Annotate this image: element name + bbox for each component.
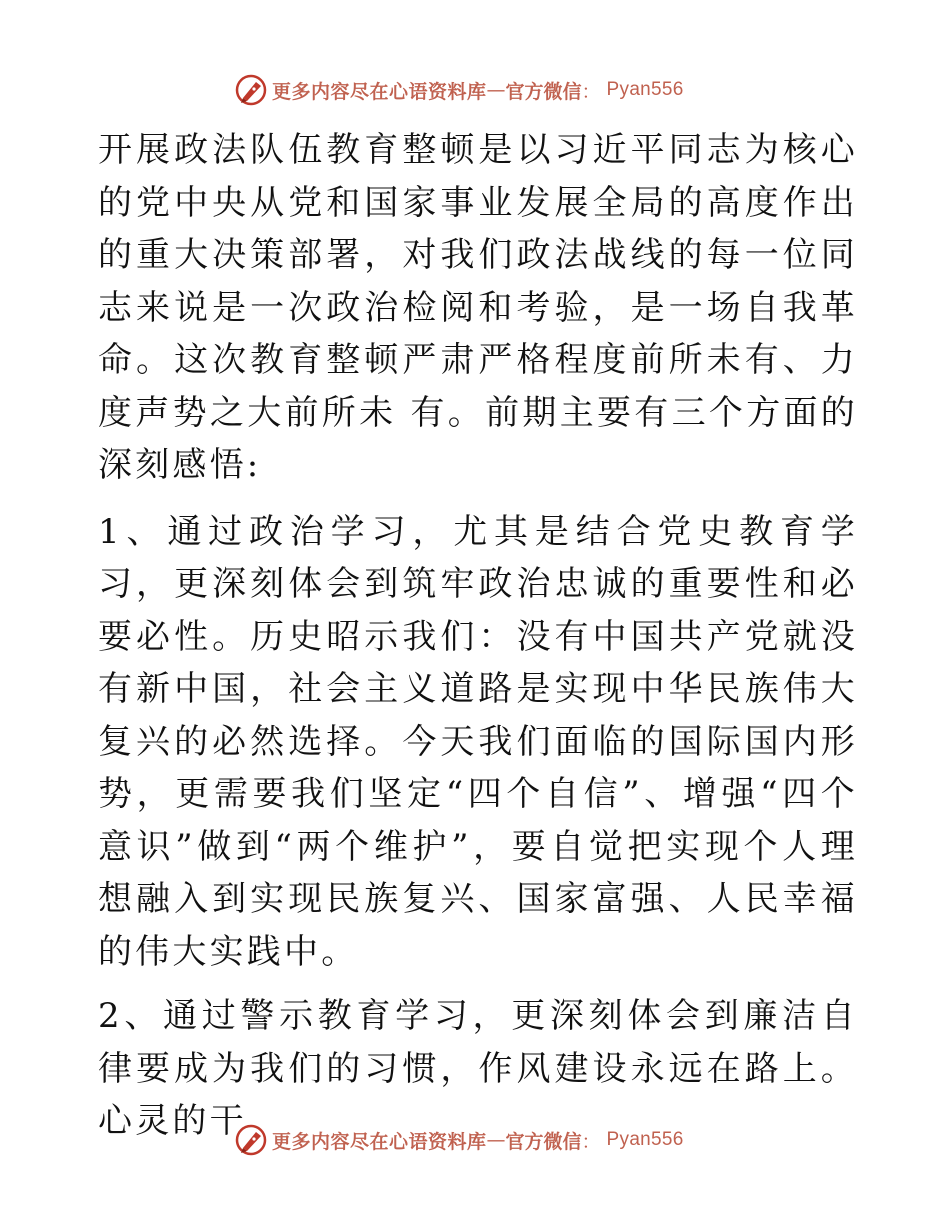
watermark-id: Pyan556 [606, 1129, 684, 1150]
watermark-header [234, 72, 684, 108]
document-body [98, 124, 858, 1148]
watermark-dash: — [486, 79, 506, 101]
paragraph-point-1: 1、通过政治学习，尤其是结合党史教育学习，更深刻体会到筑牢政治忠诚的重要性和必要必性。历史昭示我们：没有中国共产党就没有新中国，社会主义道路是实现中华民族伟大复兴的必然选择。今天我们面临的国际国内形势，更需要我们坚定“四个自信”、增强“四个意识”做到“两个维护”，要自觉把实现个人理想融入到实现民族复兴、国家富强、人民幸福的伟大实践中。 [98, 511, 858, 972]
watermark-colon: ： [581, 80, 601, 103]
pen-logo-icon [234, 73, 268, 107]
watermark-dash: — [486, 1129, 506, 1151]
pen-logo-icon [234, 1123, 268, 1157]
watermark-label: 官方微信 [505, 1130, 582, 1153]
watermark-text: 更多内容尽在心语资料库 [272, 1130, 487, 1153]
watermark-label: 官方微信 [505, 80, 582, 103]
watermark-id: Pyan556 [606, 79, 684, 100]
paragraph-point-2: 2、通过警示教育学习，更深刻体会到廉洁自律要成为我们的习惯，作风建设永远在路上。心灵的干 [98, 996, 858, 1141]
paragraph-intro: 开展政法队伍教育整顿是以习近平同志为核心的党中央从党和国家事业发展全局的高度作出的重大决策部署，对我们政法战线的每一位同志来说是一次政治检阅和考验，是一场自我革命。这次教育整顿严肃严格程度前所未有、力度声势之大前所未 有。前期主要有三个方面的深刻感悟: [98, 130, 858, 485]
watermark-footer [234, 1122, 684, 1158]
watermark-text: 更多内容尽在心语资料库 [272, 80, 487, 103]
watermark-colon: ： [581, 1130, 601, 1153]
